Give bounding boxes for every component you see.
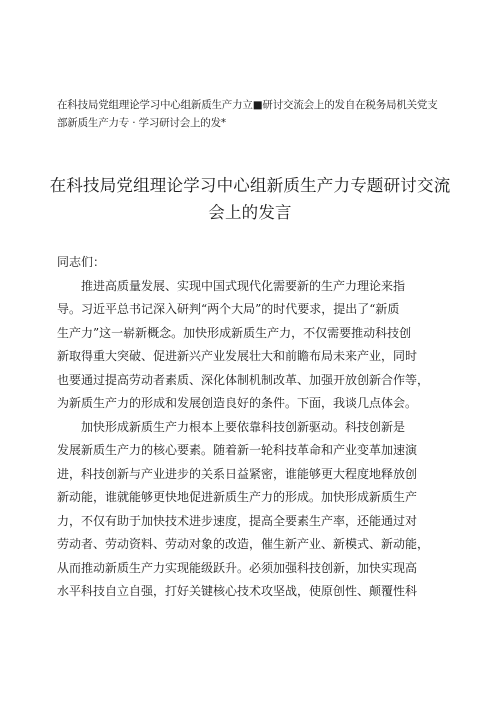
paragraph-line: 加快形成新质生产力根本上要依靠科技创新驱动。科技创新是 xyxy=(81,419,406,434)
paragraph-line: 力，不仅有助于加快技术进步速度，提高全要素生产率，还能通过对 xyxy=(57,513,418,528)
header-line: 部新质生产力专 · 学习研讨会上的发* xyxy=(57,117,226,129)
paragraph-line: 为新质生产力的形成和发展创造良好的条件。下面，我谈几点体会。 xyxy=(57,396,418,410)
paragraph-line: 新取得重大突破、促进新兴产业发展壮大和前瞻布局未来产业，同时 xyxy=(57,349,418,363)
paragraph-line: 进，科技创新与产业进步的关系日益紧密，谁能够更大程度地释放创 xyxy=(57,466,418,481)
paragraph-line: 也要通过提高劳动者素质、深化体制机制改革、加强开放创新合作等， xyxy=(57,372,430,387)
document-header xyxy=(57,96,467,132)
salutation: 同志们： xyxy=(57,255,106,269)
paragraph-line: 生产力”这一崭新概念。加快形成新质生产力，不仅需要推动科技创 xyxy=(57,325,412,340)
title-line: 会上的发言 xyxy=(208,203,292,222)
paragraph-line: 从而推动新质生产力实现能级跃升。必须加强科技创新，加快实现高 xyxy=(57,560,418,575)
document-title xyxy=(40,172,460,226)
paragraph-line: 发展新质生产力的核心要素。随着新一轮科技革命和产业变革加速演 xyxy=(57,443,418,457)
paragraph-line: 新动能，谁就能够更快地促进新质生产力的形成。加快形成新质生产 xyxy=(57,490,418,504)
title-line: 在科技局党组理论学习中心组新质生产力专题研讨交流 xyxy=(49,176,451,195)
paragraph-line: 劳动者、劳动资料、劳动对象的改造，催生新产业、新模式、新动能， xyxy=(57,537,430,551)
paragraph-line: 水平科技自立自强，打好关键核心技术攻坚战，使原创性、颠覆性科 xyxy=(57,584,418,598)
paragraph-line: 推进高质量发展、实现中国式现代化需要新的生产力理论来指 xyxy=(81,278,406,293)
header-line: 在科技局党组理论学习中心组新质生产力立■研讨交流会上的发自在税务局机关党支 xyxy=(57,99,438,111)
paragraph-line: 导。习近平总书记深入研判“两个大局”的时代要求，提出了“新质 xyxy=(57,302,400,316)
document-body xyxy=(57,251,443,604)
